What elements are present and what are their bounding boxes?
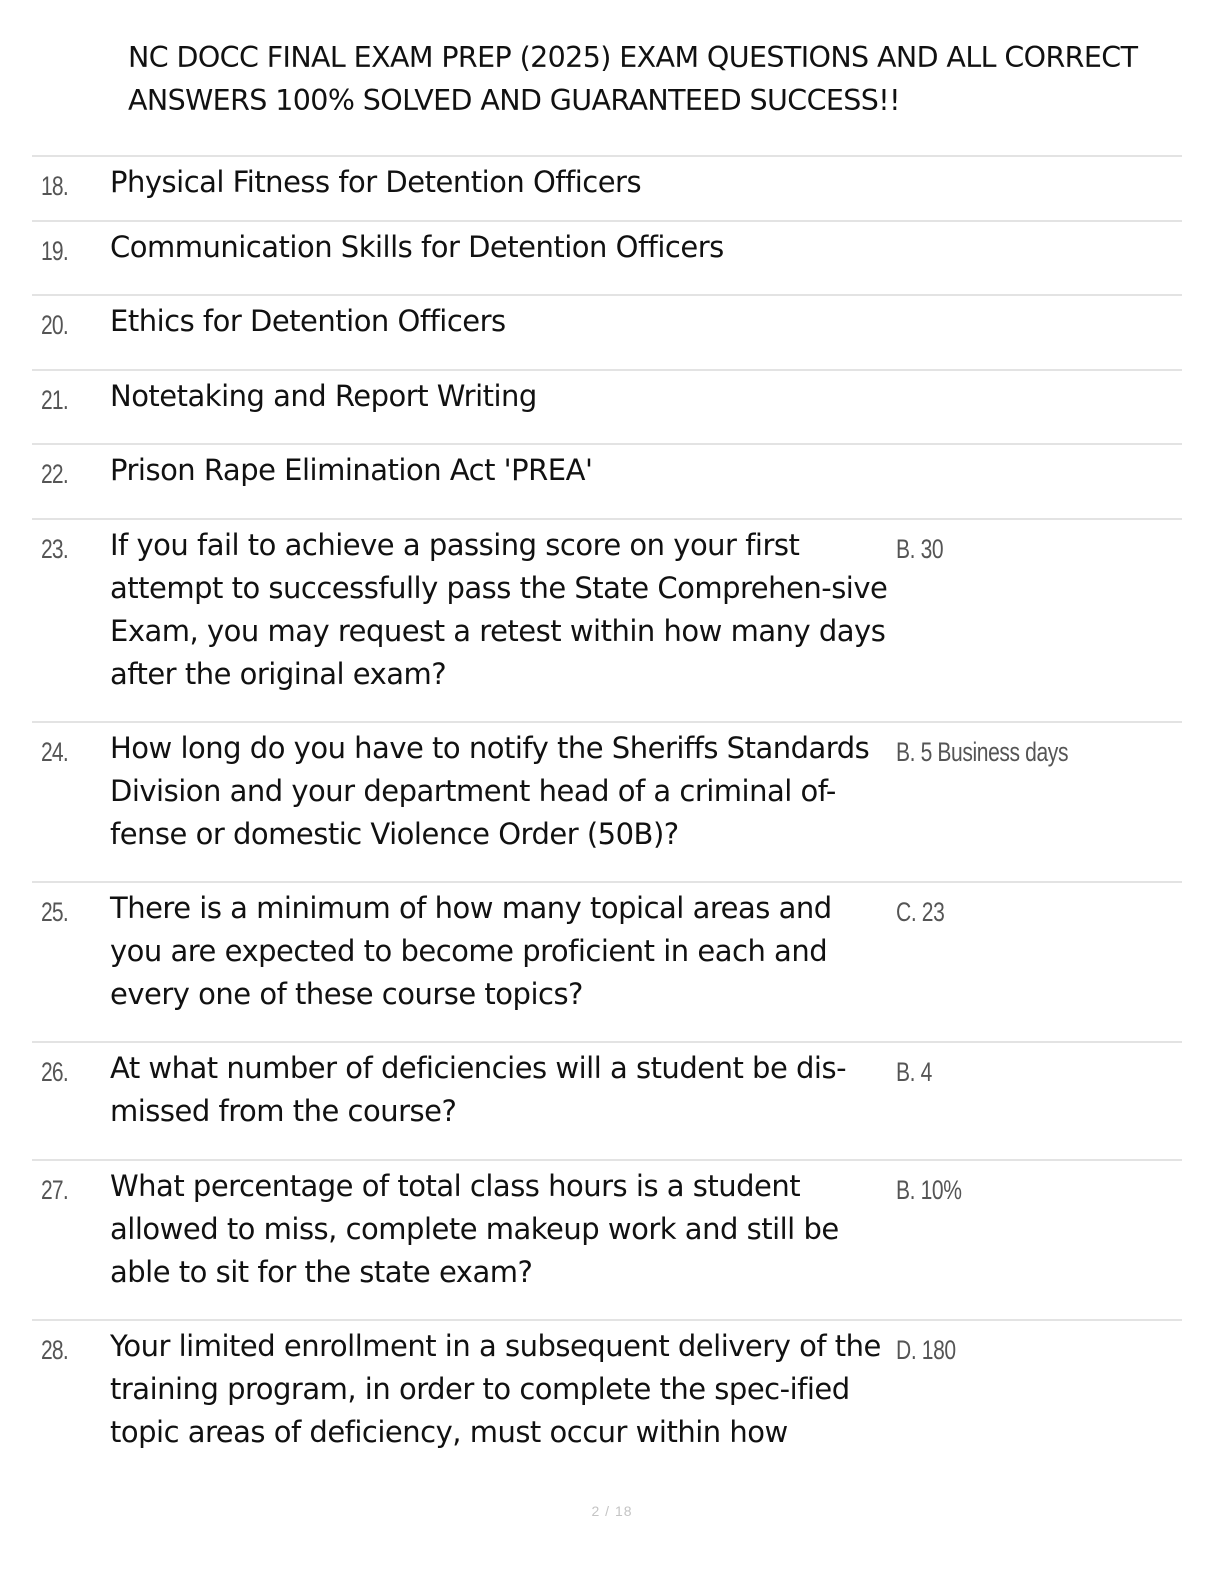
question-number: 21.	[41, 385, 68, 415]
qa-row-26	[32, 1043, 1182, 1161]
qa-row-27	[32, 1161, 1182, 1321]
question-text: Communication Skills for Detention Officers	[110, 230, 724, 264]
question-number: 27.	[41, 1175, 68, 1205]
answer-text: B. 10%	[896, 1175, 962, 1205]
qa-row-22	[32, 445, 1182, 520]
page-number: 2 / 18	[591, 1503, 633, 1519]
qa-row-25	[32, 883, 1182, 1043]
qa-list	[32, 155, 1182, 1471]
question-number: 20.	[41, 310, 68, 340]
question-text: Your limited enrollment in a subsequent delivery of the training program, in order to complete the spec-ified topic areas of deficiency, must occur within how	[110, 1329, 881, 1449]
qa-row-23	[32, 520, 1182, 723]
question-text: At what number of deficiencies will a student be dis-missed from the course?	[110, 1051, 847, 1128]
question-text: Physical Fitness for Detention Officers	[110, 165, 642, 199]
qa-row-28	[32, 1321, 1182, 1471]
answer-text: B. 5 Business days	[896, 737, 1069, 767]
question-text: How long do you have to notify the Sheriffs Standards Division and your department head of a criminal of-fense or domestic Violence Order (50B)?	[110, 731, 870, 851]
question-number: 26.	[41, 1057, 68, 1087]
answer-text: C. 23	[896, 897, 945, 927]
document-title: NC DOCC FINAL EXAM PREP (2025) EXAM QUESTIONS AND ALL CORRECT ANSWERS 100% SOLVED AND GUARANTEED SUCCESS!!	[128, 41, 1138, 117]
answer-text: B. 30	[896, 534, 944, 564]
question-text: If you fail to achieve a passing score on your first attempt to successfully pass the State Comprehen-sive Exam, you may request a retest within how many days after the original exam?	[110, 528, 888, 691]
qa-row-24	[32, 723, 1182, 883]
question-number: 25.	[41, 897, 68, 927]
question-number: 28.	[41, 1335, 68, 1365]
qa-row-19	[32, 222, 1182, 296]
question-text: There is a minimum of how many topical areas and you are expected to become proficient in each and every one of these course topics?	[110, 891, 832, 1011]
question-number: 24.	[41, 737, 68, 767]
question-text: Prison Rape Elimination Act 'PREA'	[110, 453, 593, 487]
qa-row-20	[32, 296, 1182, 371]
answer-text: B. 4	[896, 1057, 932, 1087]
qa-row-18	[32, 157, 1182, 222]
question-number: 18.	[41, 171, 68, 201]
question-number: 19.	[41, 236, 68, 266]
question-number: 23.	[41, 534, 68, 564]
question-text: Ethics for Detention Officers	[110, 304, 506, 338]
question-text: What percentage of total class hours is a student allowed to miss, complete makeup work and still be able to sit for the state exam?	[110, 1169, 839, 1289]
answer-text: D. 180	[896, 1335, 956, 1365]
question-number: 22.	[41, 459, 68, 489]
question-text: Notetaking and Report Writing	[110, 379, 537, 413]
qa-row-21	[32, 371, 1182, 445]
